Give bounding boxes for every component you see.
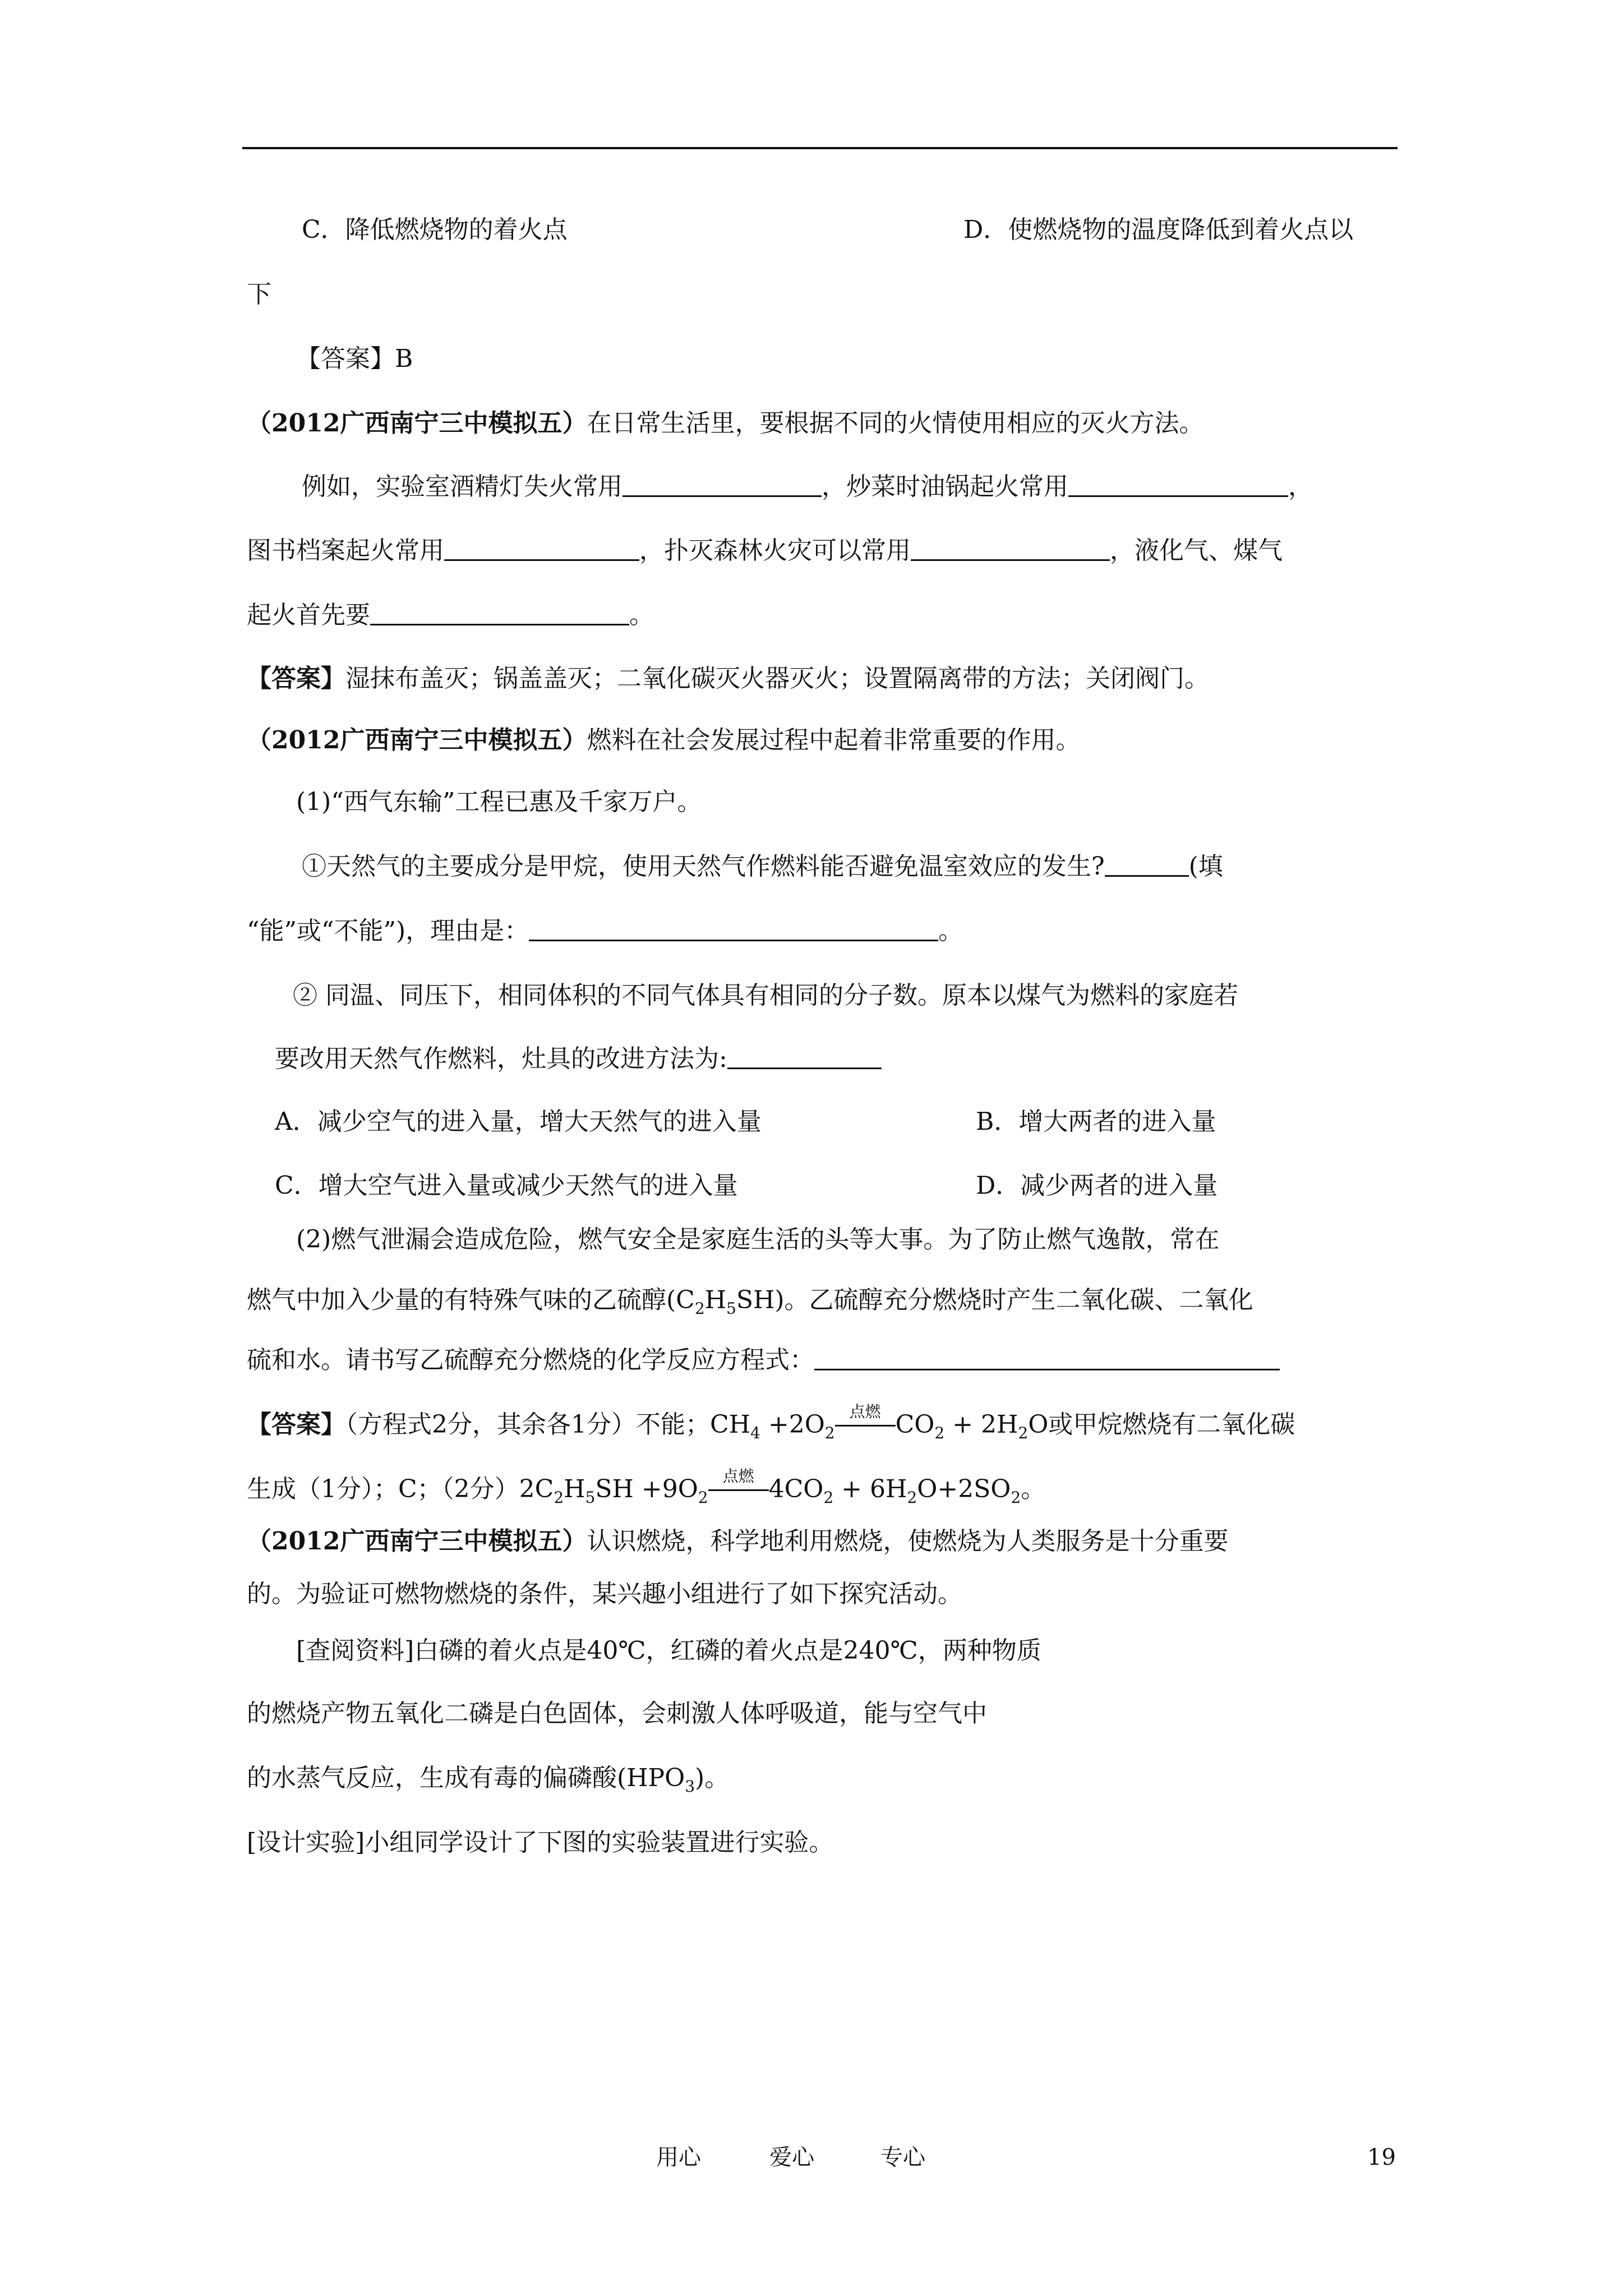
footer-motto-3: 专心 (880, 2145, 925, 2170)
question-3-part-1: (1)“西气东输”工程已惠及千家万户。 (296, 788, 702, 816)
question-3-item-1-cont: “能”或“不能”)，理由是： 。 (247, 914, 963, 948)
question-2: （2012广西南宁三中模拟五）在日常生活里，要根据不同的火情使用相应的灭火方法。 (247, 409, 1204, 438)
footer-motto-1: 用心 (656, 2145, 701, 2170)
choice-d: D．减少两者的进入量 (976, 1171, 1218, 1200)
question-4-line-5: 的水蒸气反应，生成有毒的偏磷酸$(HPO_3)$。 (247, 1764, 730, 1796)
reaction-condition: 点燃 (835, 1411, 896, 1436)
header-rule (242, 147, 1398, 149)
question-2-line-2: 例如，实验室酒精灯失火常用 ，炒菜时油锅起火常用 ， (302, 470, 1313, 504)
option-c: C．降低燃烧物的着火点 (302, 215, 568, 244)
footer-motto-2: 爱心 (769, 2145, 814, 2170)
answer-blank[interactable] (370, 599, 629, 625)
choice-c: C．增大空气进入量或减少天然气的进入量 (275, 1171, 738, 1200)
answer-blank[interactable] (727, 1043, 882, 1069)
answer-blank[interactable] (1105, 850, 1189, 877)
question-4: （2012广西南宁三中模拟五）认识燃烧，科学地利用燃烧，使燃烧为人类服务是十分重要 (247, 1527, 1229, 1556)
answer-blank[interactable] (814, 1344, 1280, 1370)
question-source: （2012广西南宁三中模拟五） (247, 409, 587, 438)
page-number: 19 (1367, 2145, 1396, 2170)
question-3-part-2: (2)燃气泄漏会造成危险，燃气安全是家庭生活的头等大事。为了防止燃气逸散，常在 (296, 1225, 1220, 1254)
choice-b: B．增大两者的进入量 (976, 1107, 1216, 1136)
question-3-item-2-cont: 要改用天然气作燃料，灶具的改进方法为: (275, 1042, 882, 1076)
answer-blank[interactable] (529, 915, 938, 941)
question-3-item-1: ①天然气的主要成分是甲烷，使用天然气作燃料能否避免温室效应的发生? (填 (302, 850, 1223, 884)
answer-2: 【答案】湿抹布盖灭；锅盖盖灭；二氧化碳灭火器灭火；设置隔离带的方法；关闭阀门。 (247, 664, 1209, 693)
answer-blank[interactable] (444, 535, 639, 561)
question-source: （2012广西南宁三中模拟五） (247, 1527, 587, 1556)
answer-3-line-2: 生成（1分）；C；（2分）$2C_2H_5SH +9O_2$ 点燃 $4CO_2 + 6H_2O+2SO_2$。 (247, 1467, 1046, 1507)
answer-blank[interactable] (623, 471, 822, 497)
choice-a: A．减少空气的进入量，增大天然气的进入量 (275, 1107, 762, 1136)
question-4-line-6: [设计实验]小组同学设计了下图的实验装置进行实验。 (247, 1828, 834, 1857)
question-source: （2012广西南宁三中模拟五） (247, 726, 587, 754)
question-4-line-3: [查阅资料]白磷的着火点是40℃，红磷的着火点是240℃，两种物质 (296, 1636, 1041, 1665)
question-4-line-4: 的燃烧产物五氧化二磷是白色固体，会刺激人体呼吸道，能与空气中 (247, 1699, 987, 1728)
answer-3: 【答案】（方程式2分，其余各1分）不能；$CH_4 +2O_2$ 点燃 $CO_2 + 2H_2O$或甲烷燃烧有二氧化碳 (247, 1402, 1295, 1442)
answer-blank[interactable] (911, 535, 1110, 561)
reaction-condition: 点燃 (708, 1476, 769, 1501)
question-3-part-2-line-3: 硫和水。请书写乙硫醇充分燃烧的化学反应方程式： (247, 1343, 1280, 1377)
question-2-line-4: 起火首先要 。 (247, 599, 654, 632)
question-3: （2012广西南宁三中模拟五）燃料在社会发展过程中起着非常重要的作用。 (247, 726, 1081, 754)
answer-blank[interactable] (1068, 471, 1288, 497)
option-d: D．使燃烧物的温度降低到着火点以 (963, 215, 1354, 244)
answer-1: 【答案】B (296, 344, 413, 373)
question-3-item-2: ② 同温、同压下，相同体积的不同气体具有相同的分子数。原本以煤气为燃料的家庭若 (293, 981, 1238, 1010)
option-d-continued: 下 (247, 280, 271, 309)
question-3-part-2-line-2: 燃气中加入少量的有特殊气味的乙硫醇$(C_2H_5SH)$。乙硫醇充分燃烧时产生二氧化碳、二氧化 (247, 1286, 1253, 1318)
question-4-line-2: 的。为验证可燃物燃烧的条件，某兴趣小组进行了如下探究活动。 (247, 1580, 962, 1608)
question-2-line-3: 图书档案起火常用 ，扑灭森林火灾可以常用 ，液化气、煤气 (247, 534, 1283, 568)
